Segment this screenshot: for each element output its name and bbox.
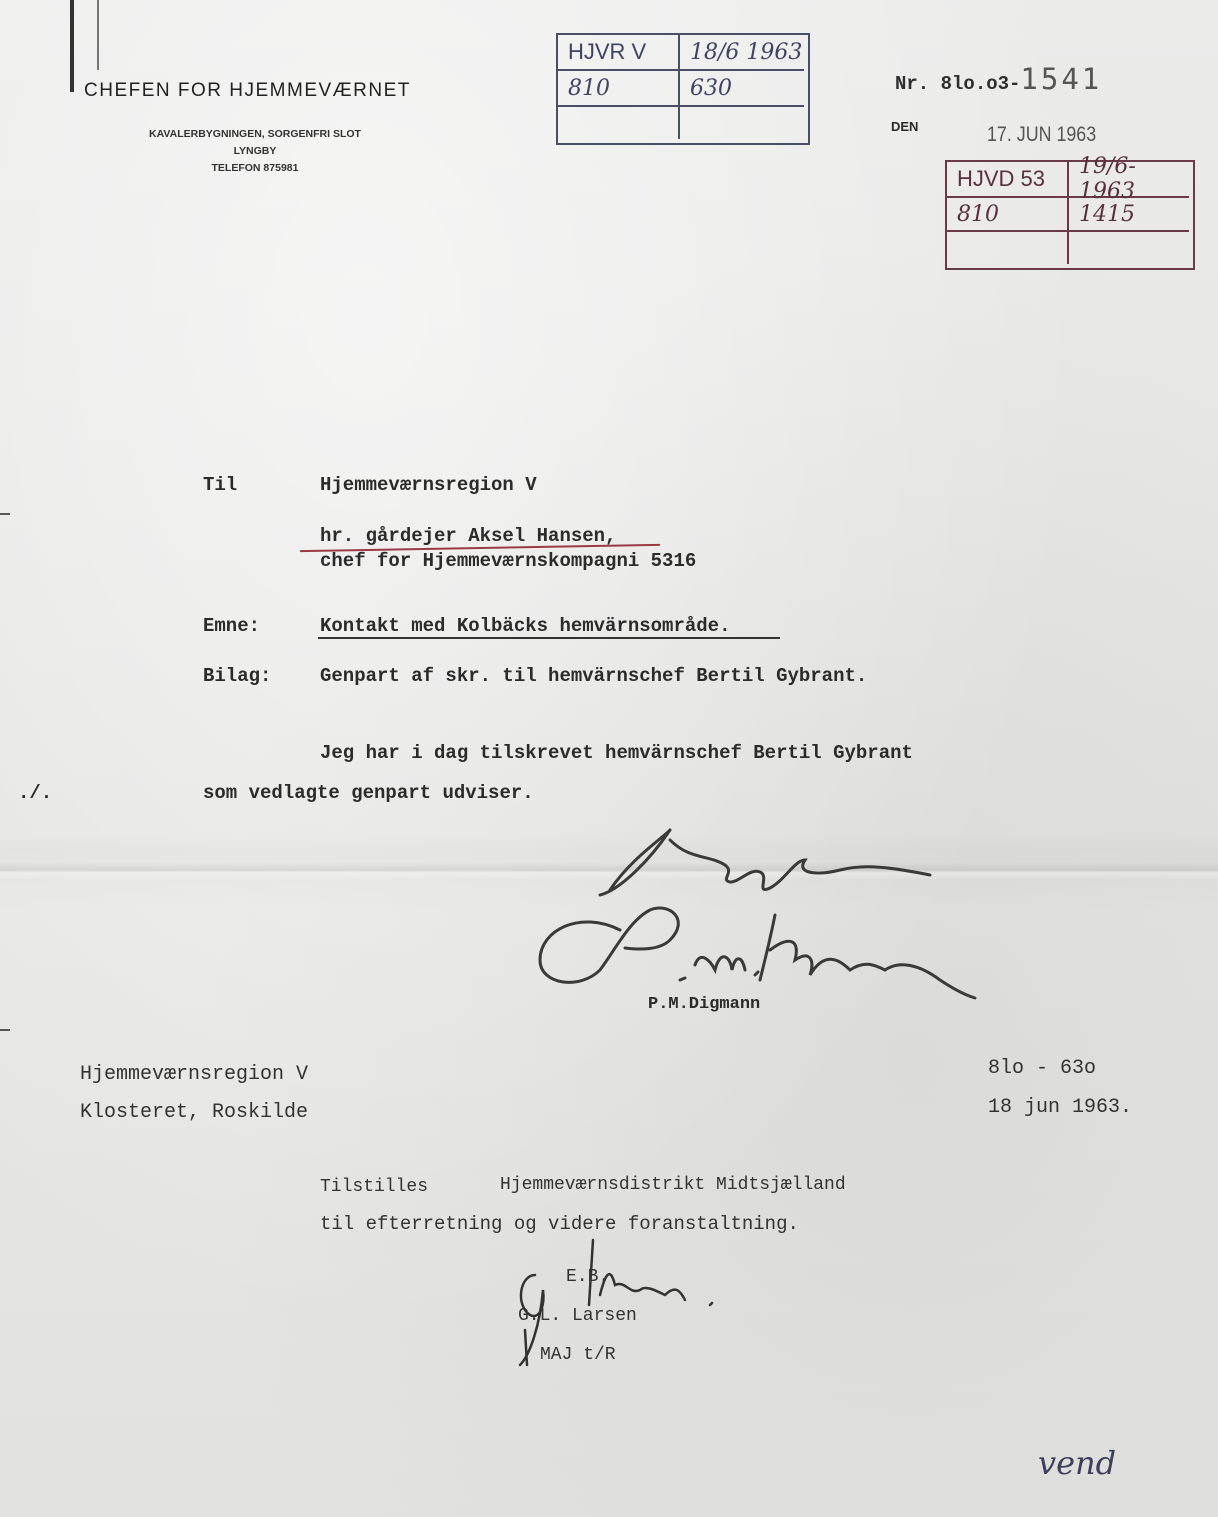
address-line: TELEFON 875981 (211, 162, 299, 174)
date-stamp: 17. JUN 1963 (987, 123, 1097, 146)
stamp-number: 630 (680, 71, 804, 107)
stamp-file: 810 (558, 71, 680, 107)
forwarding-handwritten-signature (505, 1235, 735, 1375)
til-label: Til (203, 474, 238, 496)
stamp-number: 1415 (1069, 198, 1189, 232)
body-line-2: som vedlagte genpart udviser. (203, 782, 534, 804)
letterhead-address (110, 126, 400, 177)
signatory-name: P.M.Digmann (648, 995, 761, 1014)
tilstilles-value: Hjemmeværnsdistrikt Midtsjælland (500, 1175, 846, 1195)
recipient-line-1: hr. gårdejer Aksel Hansen, (320, 525, 617, 547)
stamp-empty-cell (558, 107, 680, 139)
stamp-unit: HJVD 53 (947, 162, 1069, 198)
punch-mark-top (0, 513, 10, 515)
forwarding-from-line-2: Klosteret, Roskilde (80, 1101, 309, 1124)
handwritten-signature (520, 820, 990, 1010)
margin-pen-stroke-thin (97, 0, 99, 70)
bilag-label: Bilag: (203, 665, 272, 687)
stamp-unit: HJVR V (558, 35, 680, 71)
reference-number (895, 62, 1102, 96)
sign-eb: E.B. (566, 1267, 610, 1287)
forwarding-rank: MAJ t/R (540, 1345, 616, 1365)
body-line-1: Jeg har i dag tilskrevet hemvärnschef Bertil Gybrant (320, 742, 913, 764)
forwarding-instruction: til efterretning og videre foranstaltning. (320, 1213, 799, 1235)
address-line: KAVALERBYGNINGEN, SORGENFRI SLOT (149, 128, 361, 140)
letterhead-title: CHEFEN FOR HJEMMEVÆRNET (84, 80, 411, 101)
date-label: DEN (891, 119, 919, 134)
stamp-empty-cell (947, 232, 1069, 264)
punch-mark-bottom (0, 1029, 10, 1031)
recipient-line-2: chef for Hjemmeværnskompagni 5316 (320, 550, 697, 572)
stamp-date: 19/6-1963 (1069, 162, 1189, 198)
margin-pen-stroke (70, 0, 74, 92)
forwarding-ref-line-1: 8lo - 63o (988, 1057, 1097, 1080)
stamp-date: 18/6 1963 (680, 35, 804, 71)
reference-label: Nr. 8lo.o3- (895, 73, 1021, 95)
stamp-empty-cell (1069, 232, 1189, 264)
handwritten-vend-note: vend (1038, 1444, 1117, 1482)
emne-value: Kontakt med Kolbäcks hemvärnsområde. (320, 615, 731, 637)
emne-label: Emne: (203, 615, 261, 637)
bilag-value: Genpart af skr. til hemvärnschef Bertil Gybrant. (320, 665, 868, 687)
stamp-empty-cell (680, 107, 804, 139)
enclosure-margin-mark: ./. (18, 782, 53, 804)
received-stamp-hjvd (945, 154, 1195, 270)
forwarding-from-line-1: Hjemmeværnsregion V (80, 1063, 309, 1086)
emne-underline (318, 637, 780, 639)
reference-stamped-number: 1541 (1020, 62, 1103, 96)
stamp-file: 810 (947, 198, 1069, 232)
forwarding-signatory: G.L. Larsen (518, 1306, 637, 1326)
received-stamp-hjvr (556, 33, 810, 145)
tilstilles-label: Tilstilles (320, 1177, 429, 1197)
address-line: LYNGBY (233, 145, 277, 157)
til-value: Hjemmeværnsregion V (320, 474, 537, 496)
forwarding-ref-line-2: 18 jun 1963. (988, 1096, 1133, 1119)
